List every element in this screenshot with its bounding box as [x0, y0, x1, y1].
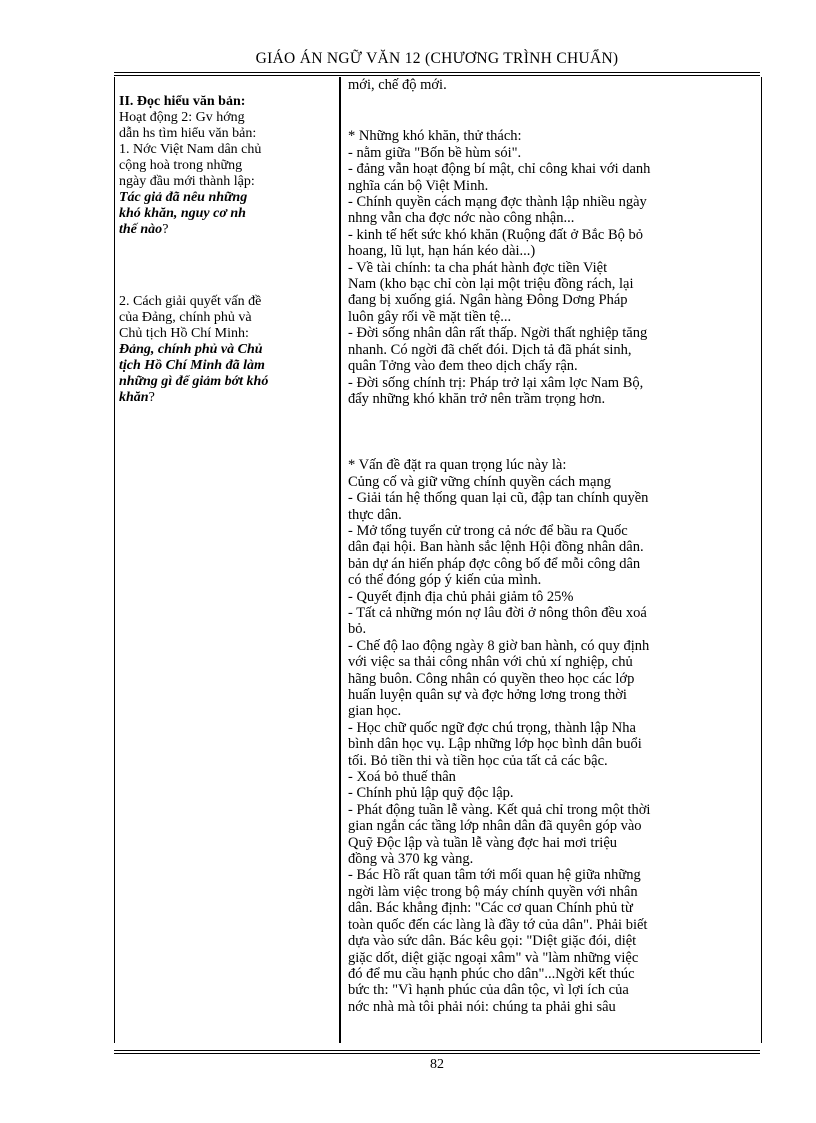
activity-line: Hoạt động 2: Gv hớng: [119, 110, 245, 125]
question-2-last-line: [119, 390, 333, 406]
text-line: - Chính quyền cách mạng đợc thành lập nhiều ngày: [348, 194, 647, 211]
spacer: [348, 407, 756, 457]
page-number: 82: [430, 1057, 444, 1072]
question-mark: ?: [162, 222, 169, 237]
text-line: nghĩa cán bộ Việt Minh.: [348, 177, 489, 194]
question-2-emphasis: tịch Hồ Chí Minh đã làm: [119, 358, 265, 373]
text-line: ngời làm việc trong bộ máy chính quyền với nhân: [348, 883, 638, 900]
left-column: [119, 94, 333, 406]
text-line: dân. Bác khẳng định: "Các cơ quan Chính phủ từ: [348, 900, 633, 917]
continued-line: mới, chế độ mới.: [348, 77, 447, 93]
spacer: [348, 93, 756, 128]
text-line: - Bác Hồ rất quan tâm tới mối quan hệ giữa những: [348, 867, 641, 884]
question-1-line: cộng hoà trong những: [119, 158, 243, 173]
text-line: - kinh tế hết sức khó khăn (Ruộng đất ở Bắc Bộ bỏ: [348, 226, 644, 243]
question-1-last-line: [119, 222, 333, 238]
text-line: thực dân.: [348, 506, 402, 523]
text-line: nhanh. Có ngời đã chết đói. Dịch tả đã phát sinh,: [348, 341, 632, 358]
question-2-line: 2. Cách giải quyết vấn đề: [119, 294, 262, 309]
text-line: bỏ.: [348, 621, 367, 638]
question-1-line: ngày đầu mới thành lập:: [119, 174, 255, 189]
text-line: - Giải tán hệ thống quan lại cũ, đập tan chính quyền: [348, 490, 649, 507]
text-line: - Học chữ quốc ngữ đợc chú trọng, thành lập Nha: [348, 719, 636, 736]
text-line: đồng và 370 kg vàng.: [348, 851, 474, 868]
solutions-block: [348, 457, 756, 1015]
page-header-title: GIÁO ÁN NGỮ VĂN 12 (CHƯƠNG TRÌNH CHUẨN): [255, 50, 619, 67]
text-line: dựa vào sức dân. Bác kêu gọi: "Diệt giặc đói, diệt: [348, 933, 637, 950]
text-line: - Xoá bỏ thuế thân: [348, 769, 456, 786]
question-1-emphasis: khó khăn, nguy cơ nh: [119, 206, 246, 221]
lesson-table: [114, 77, 762, 1043]
text-line: đó để mu cầu hạnh phúc cho dân"...Ngời kết thúc: [348, 965, 635, 982]
text-line: Nam (kho bạc chỉ còn lại một triệu đồng rách, lại: [348, 276, 634, 293]
text-line: - Đời sống nhân dân rất thấp. Ngời thất nghiệp tăng: [348, 325, 648, 342]
right-column: [348, 77, 756, 1015]
text-line: - Mở tổng tuyển cử trong cả nớc để bầu ra Quốc: [348, 522, 628, 539]
question-2-emphasis: khăn: [119, 390, 149, 405]
text-line: - đảng vẫn hoạt động bí mật, chỉ công khai với danh: [348, 161, 651, 178]
text-line: bình dân học vụ. Lập những lớp học bình dân buổi: [348, 736, 642, 753]
header-rule-bottom: [114, 75, 760, 76]
text-line: - Phát động tuần lễ vàng. Kết quả chỉ trong một thời: [348, 801, 651, 818]
text-line: * Những khó khăn, thử thách:: [348, 128, 522, 145]
header-rule-top: [114, 72, 760, 73]
footer-rule-top: [114, 1050, 760, 1051]
text-line: Củng cố và giữ vững chính quyền cách mạng: [348, 473, 611, 490]
text-line: gian học.: [348, 703, 402, 720]
text-line: tối. Bỏ tiền thi và tiền học của tất cả các bậc.: [348, 752, 608, 769]
text-line: hãng buôn. Công nhân có quyền theo học các lớp: [348, 670, 635, 687]
question-2-line: của Đảng, chính phủ và: [119, 310, 252, 325]
text-line: - nằm giữa "Bốn bề hùm sói".: [348, 144, 522, 161]
question-1-emphasis: thế nào: [119, 222, 163, 237]
question-1-emphasis: Tác giả đã nêu những: [119, 190, 248, 205]
text-line: với việc sa thải công nhân với chủ xí nghiệp, chủ: [348, 654, 633, 671]
text-line: hoang, lũ lụt, hạn hán kéo dài...): [348, 243, 536, 260]
question-2-line: Chủ tịch Hồ Chí Minh:: [119, 326, 249, 341]
text-line: - Đời sống chính trị: Pháp trở lại xâm lợc Nam Bộ,: [348, 374, 644, 391]
text-line: bản dự án hiến pháp đợc công bố để mỗi công dân: [348, 555, 641, 572]
text-line: toàn quốc đến các làng là đầy tớ của dân". Phải biết: [348, 916, 648, 933]
text-line: luôn gây rối về mặt tiền tệ...: [348, 308, 512, 325]
question-mark: ?: [148, 390, 155, 405]
footer-rule-bottom: [114, 1053, 760, 1054]
text-line: đẩy những khó khăn trở nên trầm trọng hơn.: [348, 390, 606, 407]
difficulties-block: [348, 128, 756, 407]
text-line: gian ngắn các tầng lớp nhân dân đã quyên góp vào: [348, 818, 642, 835]
section-title: II. Đọc hiểu văn bản:: [119, 94, 246, 109]
text-line: nhng vẫn cha đợc nớc nào công nhận...: [348, 210, 575, 227]
question-1-line: 1. Nớc Việt Nam dân chủ: [119, 142, 262, 157]
text-line: giặc dốt, diệt giặc ngoại xâm" và "làm những việc: [348, 949, 639, 966]
text-line: huấn luyện quân sự và đợc hởng lơng trong thời: [348, 687, 627, 703]
text-line: - Chế độ lao động ngày 8 giờ ban hành, có quy định: [348, 637, 650, 654]
text-line: - Chính phủ lập quỹ độc lập.: [348, 785, 514, 802]
text-line: - Tất cả những món nợ lâu đời ở nông thôn đều xoá: [348, 604, 647, 621]
text-line: * Vấn đề đặt ra quan trọng lúc này là:: [348, 457, 567, 474]
column-divider: [339, 77, 341, 1043]
text-line: Quỹ Độc lập và tuần lễ vàng đợc hai mơi triệu: [348, 834, 618, 851]
question-2-emphasis: Đảng, chính phủ và Chủ: [119, 342, 263, 357]
text-line: nớc nhà mà tôi phải nói: chúng ta phải ghi sâu: [348, 998, 616, 1015]
question-2-emphasis: những gì để giảm bớt khó: [119, 374, 269, 389]
text-line: đang bị xuống giá. Ngân hàng Đông Dơng Pháp: [348, 292, 628, 309]
text-line: quân Tởng vào đem theo dịch chấy rận.: [348, 358, 578, 375]
text-line: dân đại hội. Ban hành sắc lệnh Hội đồng nhân dân.: [348, 539, 644, 556]
text-line: - Về tài chính: ta cha phát hành đợc tiền Việt: [348, 259, 608, 276]
activity-line: dẫn hs tìm hiểu văn bản:: [119, 126, 257, 141]
text-line: - Quyết định địa chủ phải giảm tô 25%: [348, 588, 574, 605]
text-line: bức th: "Vì hạnh phúc của dân tộc, vì lợi ích của: [348, 982, 629, 999]
text-line: có thể đóng góp ý kiến của mình.: [348, 572, 542, 589]
